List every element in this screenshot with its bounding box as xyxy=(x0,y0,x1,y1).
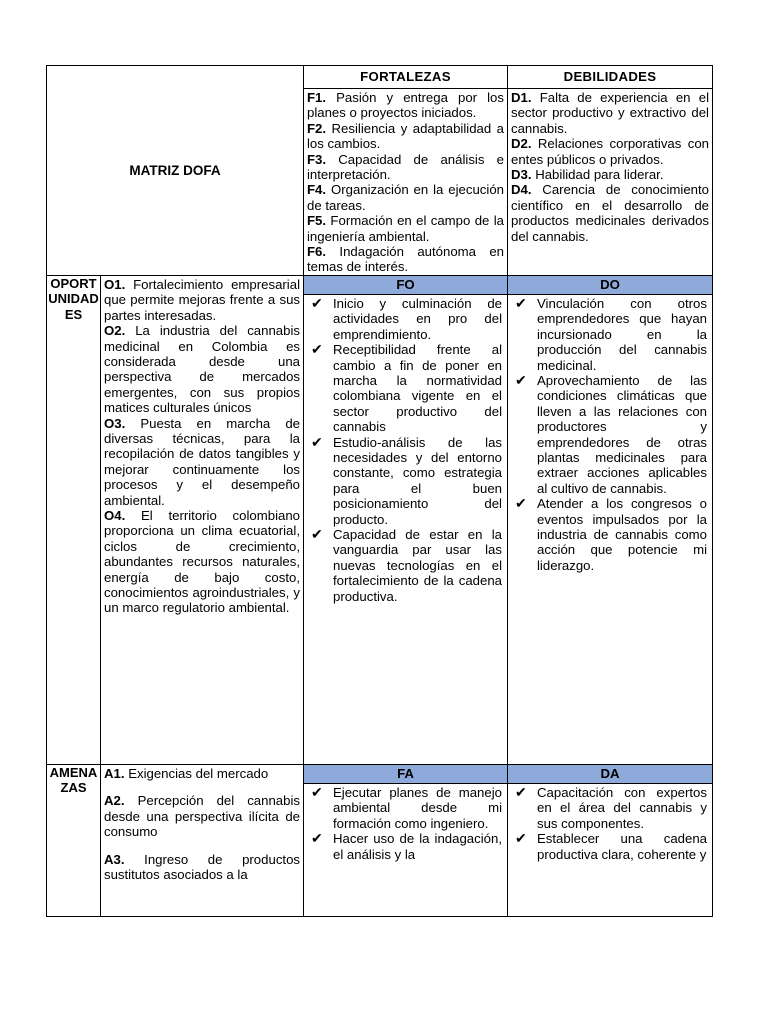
oportunidad-item: O3. Puesta en marcha de diversas técnicas, para la recopilación de datos tangibles y mejorar continuamente los procesos y el desempeño ambiental. xyxy=(104,415,300,508)
fortaleza-item: F3. Capacidad de análisis e interpretación. xyxy=(307,151,504,183)
check-icon: ✔ xyxy=(311,294,323,311)
do-list xyxy=(511,296,709,573)
fo-item: ✔ Estudio-análisis de las necesidades y del entorno constante, como estrategia para el buen posicionamiento del producto. xyxy=(311,433,502,527)
do-cell xyxy=(508,294,713,764)
amenaza-item: A2. Percepción del cannabis desde una perspectiva ilícita de consumo xyxy=(104,793,300,840)
fo-item: ✔ Inicio y culminación de actividades en pro del emprendimiento. xyxy=(311,294,502,342)
oportunidades-label: OPORTUNIDADES xyxy=(47,275,101,764)
fortaleza-item: F2. Resiliencia y adaptabilidad a los cambios. xyxy=(307,120,504,152)
fo-header: FO xyxy=(304,275,508,294)
amenaza-item: A1. Exigencias del mercado xyxy=(104,765,269,781)
amenazas-label: AMENAZAS xyxy=(47,764,101,916)
debilidad-item: D2. Relaciones corporativas con entes públicos o privados. xyxy=(511,136,709,167)
do-item: ✔ Aprovechamiento de las condiciones climáticas que lleven a las relaciones con productores y emprendedores de otras plantas medicinales para extraer acciones aplicables al cultivo de cannabis. xyxy=(515,371,707,496)
check-icon: ✔ xyxy=(311,341,323,358)
amenaza-item: A3. Ingreso de productos sustitutos asociados a la xyxy=(104,851,300,882)
fo-item: ✔ Receptibilidad frente al cambio a fin de poner en marcha la normatividad colombiana vigente en el sector productivo del cannabis xyxy=(311,341,502,435)
check-icon: ✔ xyxy=(515,783,527,800)
check-icon: ✔ xyxy=(515,495,527,512)
check-icon: ✔ xyxy=(311,525,323,542)
oportunidad-item: O1. Fortalecimiento empresarial que permite mejoras frente a sus partes interesadas. xyxy=(104,276,300,323)
check-icon: ✔ xyxy=(311,433,323,450)
fortaleza-item: F6. Indagación autónoma en temas de interés. xyxy=(307,244,504,275)
amenazas-cell xyxy=(101,764,304,916)
da-item: ✔ Capacitación con expertos en el área del cannabis y sus componentes. xyxy=(515,783,707,831)
fortaleza-item: F1. Pasión y entrega por los planes o proyectos iniciados. xyxy=(307,90,504,121)
fa-item: ✔ Hacer uso de la indagación, el análisis y la xyxy=(311,830,502,862)
check-icon: ✔ xyxy=(311,783,323,800)
fa-header: FA xyxy=(304,764,508,783)
dofa-matrix-table xyxy=(46,65,713,917)
da-header: DA xyxy=(508,764,713,783)
debilidad-item: D3. Habilidad para liderar. xyxy=(511,167,664,183)
da-item: ✔ Establecer una cadena productiva clara, coherente y xyxy=(515,830,707,862)
fortaleza-item: F5. Formación en el campo de la ingeniería ambiental. xyxy=(307,213,504,244)
check-icon: ✔ xyxy=(311,830,323,847)
da-cell xyxy=(508,783,713,916)
header-fortalezas: FORTALEZAS xyxy=(304,66,508,89)
debilidad-item: D1. Falta de experiencia en el sector productivo y extractivo del cannabis. xyxy=(511,90,709,136)
do-item: ✔ Atender a los congresos o eventos impulsados por la industria de cannabis como acción que potencie mi liderazgo. xyxy=(515,495,707,573)
fo-item: ✔ Capacidad de estar en la vanguardia par usar las nuevas tecnologías en el fortalecimiento de la cadena productiva. xyxy=(311,525,502,604)
fortalezas-cell xyxy=(304,89,508,276)
do-header: DO xyxy=(508,275,713,294)
oportunidades-cell xyxy=(101,275,304,764)
fa-cell xyxy=(304,783,508,916)
oportunidad-item: O2. La industria del cannabis medicinal en Colombia es considerada desde una perspectiva de mercados emergentes, con sus propios matices culturales únicos xyxy=(104,323,300,416)
header-debilidades: DEBILIDADES xyxy=(508,66,713,89)
oportunidad-item: O4. El territorio colombiano proporciona un clima ecuatorial, ciclos de crecimiento, abundantes recursos naturales, energía de bajo costo, conocimientos agroindustriales, y un marco regulatorio ambiental. xyxy=(104,507,300,616)
debilidad-item: D4. Carencia de conocimiento científico en el desarrollo de productos medicinales derivados del cannabis. xyxy=(511,182,709,244)
check-icon: ✔ xyxy=(515,371,527,388)
da-list xyxy=(511,785,709,862)
check-icon: ✔ xyxy=(515,830,527,847)
fo-list xyxy=(307,296,504,604)
check-icon: ✔ xyxy=(515,294,527,311)
fa-list xyxy=(307,785,504,862)
matrix-title: MATRIZ DOFA xyxy=(47,66,304,276)
do-item: ✔ Vinculación con otros emprendedores que hayan incursionado en la producción del cannabis medicinal. xyxy=(515,294,707,373)
fa-item: ✔ Ejecutar planes de manejo ambiental desde mi formación como ingeniero. xyxy=(311,783,502,831)
debilidades-cell xyxy=(508,89,713,276)
fortaleza-item: F4. Organización en la ejecución de tareas. xyxy=(307,182,504,213)
fo-cell xyxy=(304,294,508,764)
